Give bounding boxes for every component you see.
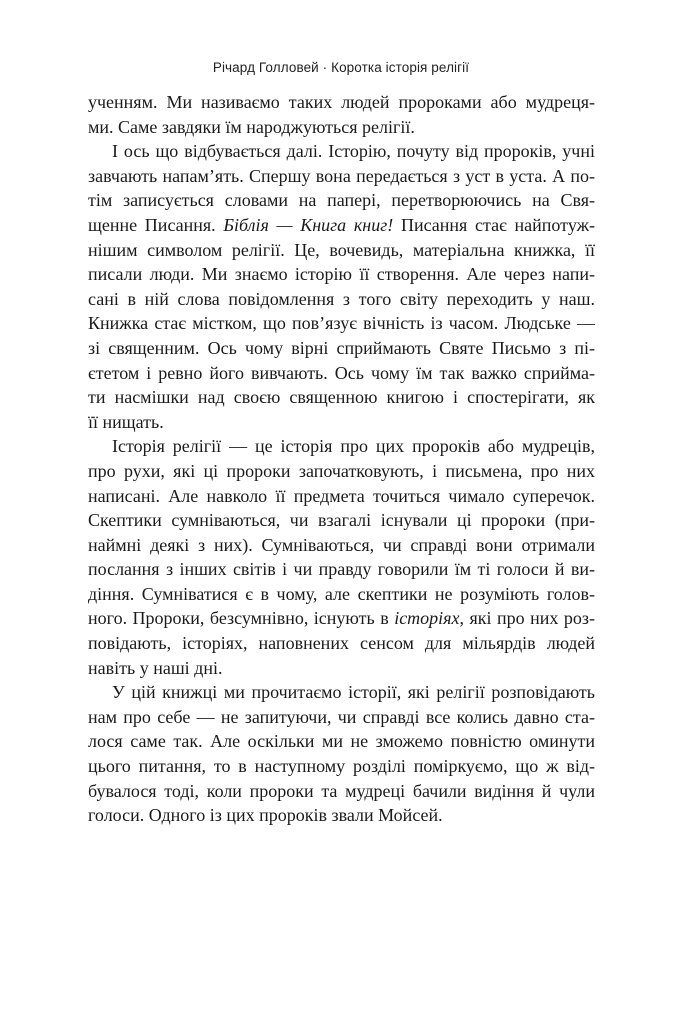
text-line: ти насмішки над своєю священною книгою і спостерігати, як bbox=[88, 387, 595, 408]
text-line-with-italic bbox=[88, 606, 595, 631]
text-run: ного. Пророки, безсумнівно, існують в bbox=[88, 608, 395, 629]
text-line: тім записується словами на папері, перетворюючись на Свя- bbox=[88, 190, 595, 211]
text-line: ми. Саме завдяки їм народжуються релігії. bbox=[88, 116, 415, 137]
text-run: щенне Писання. bbox=[88, 214, 224, 235]
text-line: Скептики сумніваються, чи взагалі існували ці пророки (при- bbox=[88, 510, 595, 531]
text-line: сані в ній слова повідомлення з того світу переходить у наш. bbox=[88, 288, 595, 309]
text-line-with-italic bbox=[88, 213, 595, 238]
text-line: про рухи, які ці пророки започатковують, і письмена, про них bbox=[88, 460, 595, 481]
text-line: повідають, історіях, наповнених сенсом для мільярдів людей bbox=[88, 633, 595, 654]
text-line: навіть у наші дні. bbox=[88, 657, 223, 678]
text-line: зі священним. Ось чому вірні сприймають Святе Письмо з пі- bbox=[88, 337, 595, 358]
text-line: написані. Але навколо її предмета точиться чимало суперечок. bbox=[88, 485, 595, 506]
text-line: послання з інших світів і чи правду говорили їм ті голоси й ви- bbox=[88, 559, 595, 580]
text-line: лося саме так. Але оскільки ми не зможемо повністю оминути bbox=[88, 731, 595, 752]
text-line: Історія релігії — це історія про цих пророків або мудреців, bbox=[112, 436, 595, 457]
text-line: нішим символом релігії. Це, вочевидь, матеріальна книжка, її bbox=[88, 239, 595, 260]
text-line: єтетом і ревно його вивчають. Ось чому їм так важко сприйма- bbox=[88, 362, 595, 383]
text-line: писали люди. Ми знаємо історію її створення. Але через напи- bbox=[88, 264, 595, 285]
text-line: цього питання, то в наступному розділі поміркуємо, що ж від- bbox=[88, 756, 595, 777]
body-text bbox=[88, 90, 595, 828]
text-line: завчають напам’ять. Спершу вона передається з уст в уста. А по- bbox=[88, 165, 595, 186]
text-run: , які про них роз- bbox=[459, 608, 596, 629]
italic-phrase: Біблія — Книга книг! bbox=[223, 214, 394, 235]
text-line: Книжка стає містком, що пов’язує вічність із часом. Людське — bbox=[88, 313, 595, 334]
text-line: У цій книжці ми прочитаємо історії, які релігії розповідають bbox=[112, 682, 595, 703]
text-line: її нищать. bbox=[88, 411, 164, 432]
text-line: ученням. Ми називаємо таких людей пророками або мудреця- bbox=[88, 92, 595, 112]
text-line: діння. Сумніватися є в чому, але скептики не розуміють голов- bbox=[88, 583, 595, 604]
running-head: Річард Голловей · Коротка історія релігії bbox=[212, 60, 470, 75]
text-line: наймні деякі з них). Сумніваються, чи справді вони отримали bbox=[88, 534, 595, 555]
text-line: голоси. Одного із цих пророків звали Мойсей. bbox=[88, 805, 443, 826]
text-line: бувалося тоді, коли пророки та мудреці бачили видіння й чули bbox=[88, 780, 595, 801]
italic-word: історіях bbox=[394, 608, 460, 629]
text-line: І ось що відбувається далі. Історію, почуту від пророків, учні bbox=[112, 141, 595, 162]
text-run: Писання стає найпотуж- bbox=[393, 214, 596, 235]
text-line: нам про себе — не запитуючи, чи справді все колись давно ста- bbox=[88, 706, 595, 727]
